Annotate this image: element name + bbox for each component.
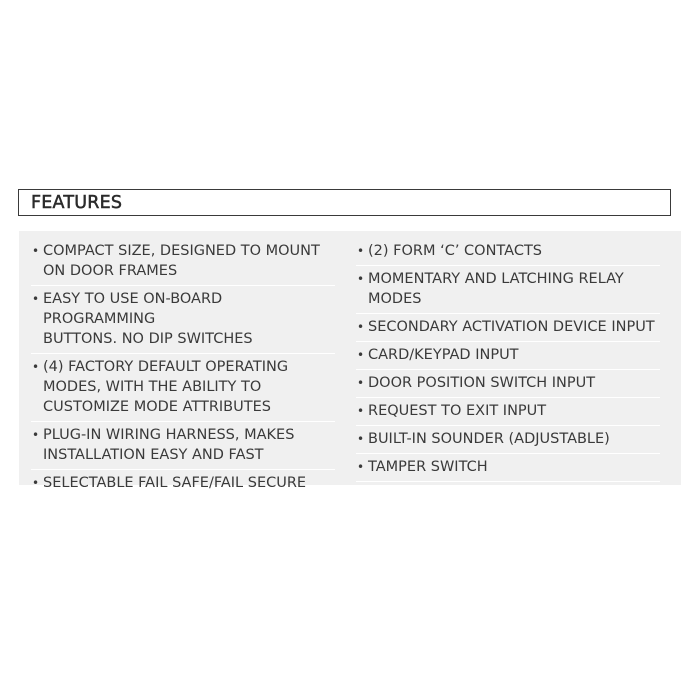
feature-item — [356, 342, 660, 370]
feature-text: TAMPER SWITCH — [368, 459, 488, 475]
bullet-icon: • — [32, 428, 40, 442]
feature-item — [31, 238, 335, 286]
feature-item — [356, 426, 660, 454]
bullet-icon: • — [32, 292, 40, 306]
bullet-icon: • — [357, 404, 365, 418]
feature-item — [356, 314, 660, 342]
bullet-icon: • — [357, 244, 365, 258]
bullet-icon: • — [32, 476, 40, 490]
features-title: FEATURES — [31, 193, 123, 213]
feature-text: SELECTABLE FAIL SAFE/FAIL SECURE — [43, 475, 307, 491]
bullet-icon: • — [32, 244, 40, 258]
bullet-icon: • — [357, 272, 365, 286]
features-list-left — [31, 238, 335, 498]
features-list-right — [356, 238, 660, 482]
feature-text: (4) FACTORY DEFAULT OPERATING MODES, WITH THE ABILITY TO CUSTOMIZE MODE ATTRIBUTES — [43, 359, 289, 415]
feature-text: REQUEST TO EXIT INPUT — [368, 403, 547, 419]
bullet-icon: • — [357, 460, 365, 474]
feature-item — [356, 238, 660, 266]
bullet-icon: • — [357, 376, 365, 390]
features-panel — [19, 231, 681, 491]
feature-item — [356, 370, 660, 398]
feature-text: MOMENTARY AND LATCHING RELAY MODES — [368, 271, 624, 307]
bullet-icon: • — [32, 360, 40, 374]
feature-item — [31, 422, 335, 470]
feature-text: SECONDARY ACTIVATION DEVICE INPUT — [368, 319, 655, 335]
bullet-icon: • — [357, 348, 365, 362]
feature-text: EASY TO USE ON-BOARD PROGRAMMING BUTTONS. NO DIP SWITCHES — [43, 291, 253, 347]
feature-item — [31, 354, 335, 422]
features-header — [18, 189, 671, 216]
feature-text: PLUG-IN WIRING HARNESS, MAKES INSTALLATION EASY AND FAST — [43, 427, 295, 463]
feature-item — [31, 286, 335, 354]
feature-text: CARD/KEYPAD INPUT — [368, 347, 519, 363]
bullet-icon: • — [357, 320, 365, 334]
feature-text: BUILT-IN SOUNDER (ADJUSTABLE) — [368, 431, 610, 447]
feature-text: DOOR POSITION SWITCH INPUT — [368, 375, 596, 391]
feature-text: COMPACT SIZE, DESIGNED TO MOUNT ON DOOR FRAMES — [43, 243, 320, 279]
feature-item — [31, 470, 335, 498]
bullet-icon: • — [357, 432, 365, 446]
feature-item — [356, 266, 660, 314]
feature-item — [356, 454, 660, 482]
feature-item — [356, 398, 660, 426]
feature-text: (2) FORM ‘C’ CONTACTS — [368, 243, 543, 259]
